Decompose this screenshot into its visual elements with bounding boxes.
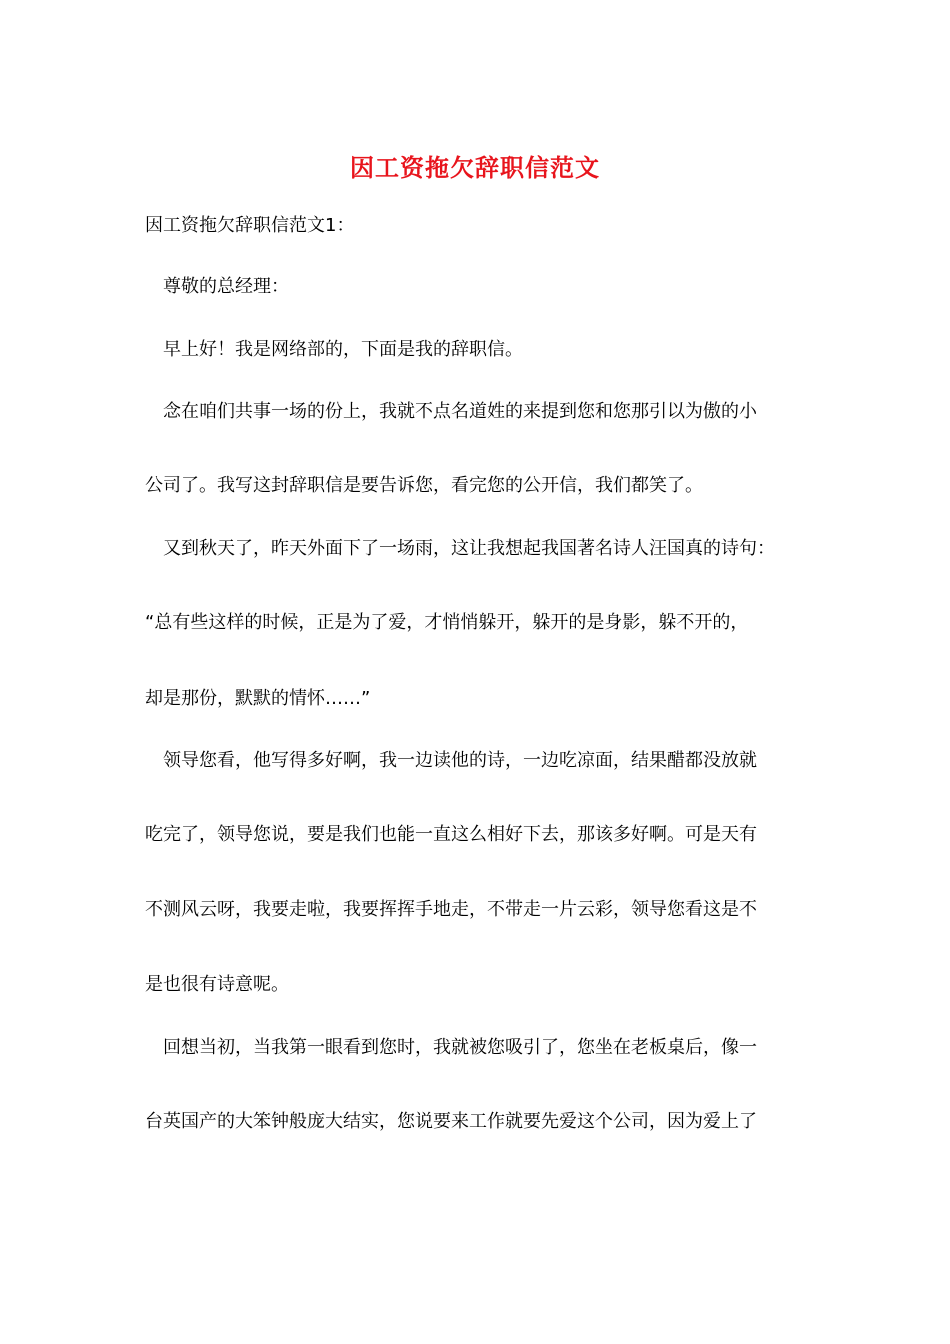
paragraph-line: 念在咱们共事一场的份上，我就不点名道姓的来提到您和您那引以为傲的小: [163, 401, 757, 422]
document-title: 因工资拖欠辞职信范文: [350, 153, 600, 182]
paragraph-line: 领导您看，他写得多好啊，我一边读他的诗，一边吃凉面，结果醋都没放就: [163, 750, 757, 771]
paragraph-line: 公司了。我写这封辞职信是要告诉您，看完您的公开信，我们都笑了。: [145, 475, 703, 496]
paragraph-line: 台英国产的大笨钟般庞大结实，您说要来工作就要先爱这个公司，因为爱上了: [145, 1111, 757, 1132]
paragraph-line: 吃完了，领导您说，要是我们也能一直这么相好下去，那该多好啊。可是天有: [145, 824, 757, 845]
paragraph-line: 又到秋天了，昨天外面下了一场雨，这让我想起我国著名诗人汪国真的诗句：: [163, 538, 775, 559]
paragraph-line: 早上好！我是网络部的，下面是我的辞职信。: [163, 339, 523, 360]
section-heading: 因工资拖欠辞职信范文1：: [145, 215, 355, 236]
paragraph-line: “总有些这样的时候，正是为了爱，才悄悄躲开，躲开的是身影，躲不开的，: [145, 612, 749, 633]
paragraph-line: 不测风云呀，我要走啦，我要挥挥手地走，不带走一片云彩，领导您看这是不: [145, 899, 757, 920]
paragraph-line: 回想当初，当我第一眼看到您时，我就被您吸引了，您坐在老板桌后，像一: [163, 1037, 757, 1058]
salutation: 尊敬的总经理：: [163, 276, 289, 297]
paragraph-line: 是也很有诗意呢。: [145, 974, 289, 995]
paragraph-line: 却是那份，默默的情怀……”: [145, 688, 371, 709]
